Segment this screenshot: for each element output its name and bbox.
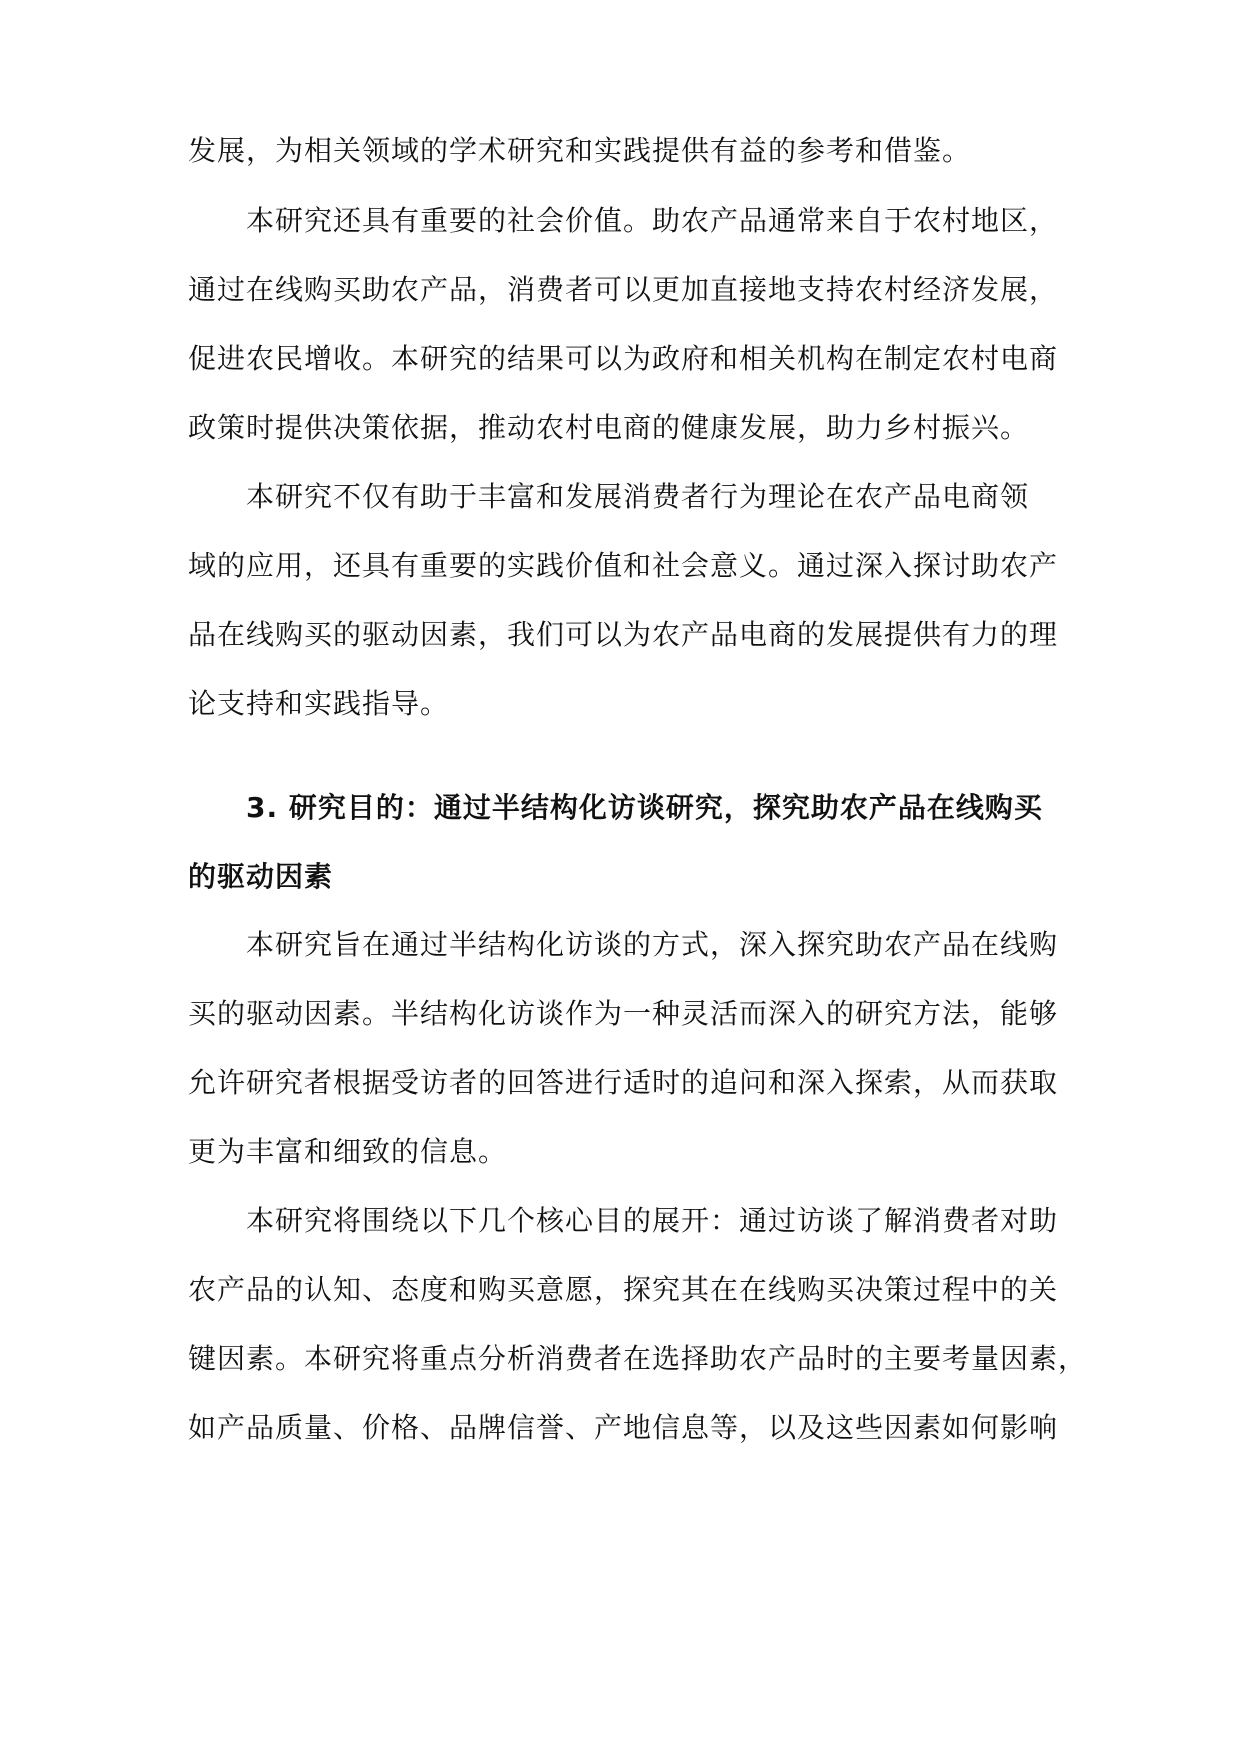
text-line: 论支持和实践指导。: [188, 687, 450, 720]
text-line: 域的应用，还具有重要的实践价值和社会意义。通过深入探讨助农产: [188, 549, 1059, 582]
text-line: 买的驱动因素。半结构化访谈作为一种灵活而深入的研究方法，能够: [188, 997, 1059, 1030]
text-line: 允许研究者根据受访者的回答进行适时的追问和深入探索，从而获取: [188, 1066, 1059, 1099]
text-line: 本研究还具有重要的社会价值。助农产品通常来自于农村地区，: [246, 204, 1059, 237]
heading-line: 3. 研究目的：通过半结构化访谈研究，探究助农产品在线购买: [246, 791, 1043, 824]
text-line: 农产品的认知、态度和购买意愿，探究其在在线购买决策过程中的关: [188, 1273, 1059, 1306]
text-line: 本研究旨在通过半结构化访谈的方式，深入探究助农产品在线购: [246, 928, 1059, 961]
text-line: 促进农民增收。本研究的结果可以为政府和相关机构在制定农村电商: [188, 342, 1059, 375]
text-line: 政策时提供决策依据，推动农村电商的健康发展，助力乡村振兴。: [188, 411, 1030, 444]
text-line: 本研究不仅有助于丰富和发展消费者行为理论在农产品电商领: [246, 480, 1030, 513]
text-line: 品在线购买的驱动因素，我们可以为农产品电商的发展提供有力的理: [188, 618, 1059, 651]
text-line: 键因素。本研究将重点分析消费者在选择助农产品时的主要考量因素，: [188, 1342, 1088, 1375]
text-line: 如产品质量、价格、品牌信誉、产地信息等，以及这些因素如何影响: [188, 1411, 1059, 1444]
heading-line: 的驱动因素: [188, 860, 334, 893]
text-line: 发展，为相关领域的学术研究和实践提供有益的参考和借鉴。: [188, 134, 972, 167]
text-line: 更为丰富和细致的信息。: [188, 1135, 508, 1168]
text-line: 通过在线购买助农产品，消费者可以更加直接地支持农村经济发展，: [188, 273, 1059, 306]
text-line: 本研究将围绕以下几个核心目的展开：通过访谈了解消费者对助: [246, 1204, 1059, 1237]
